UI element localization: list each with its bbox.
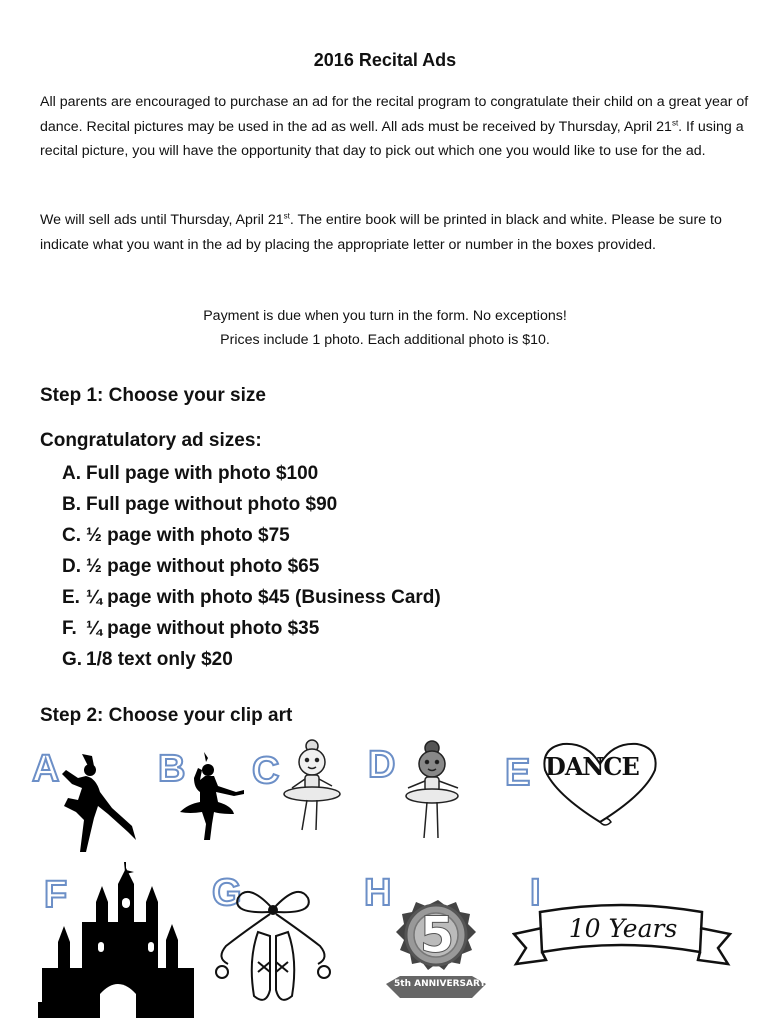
clipart-option-f [38, 862, 198, 1022]
clipart-letter-a: A [32, 748, 60, 790]
ad-size-option [62, 489, 441, 520]
clipart-letter-d: D [368, 744, 396, 786]
step1-heading: Step 1: Choose your size [40, 385, 266, 406]
clipart-letter-i: I [530, 872, 541, 914]
clipart-option-c [252, 738, 362, 838]
ad-size-letter: D. [62, 556, 81, 577]
intro-p1-text-cont: . If using a recital picture, you will have the opportunity that day to pick out which one you would like to use for the ad. [40, 118, 744, 159]
ad-size-option [62, 458, 441, 489]
cartoon-ballerina-dark-icon [368, 738, 478, 848]
ad-size-option [62, 582, 441, 613]
clipart-option-e [505, 734, 665, 829]
dance-art-text: DANCE [545, 752, 639, 781]
page-title: 2016 Recital Ads [313, 50, 457, 70]
seal-number: 5 [419, 906, 455, 964]
intro-p2-text: We will sell ads until Thursday, April 21 [40, 212, 284, 228]
ballet-slippers-bow-icon [208, 872, 338, 1007]
intro-paragraph-2 [40, 208, 756, 257]
clipart-letter-f: F [44, 874, 68, 916]
intro-p1-ordinal: st [671, 117, 679, 127]
prices-note: Prices include 1 photo. Each additional photo is $10. [220, 332, 550, 348]
clipart-letter-e: E [505, 752, 531, 794]
clipart-option-b [158, 748, 258, 848]
ad-size-text: ½ page with photo $75 [86, 525, 290, 546]
ad-size-letter: A. [62, 463, 81, 484]
ribbon-text: 10 Years [568, 914, 678, 943]
ad-sizes-heading: Congratulatory ad sizes: [40, 430, 262, 451]
cartoon-ballerina-light-icon [252, 738, 362, 838]
ad-size-text: Full page without photo $90 [86, 494, 338, 515]
intro-p2-text-cont: . The entire book will be printed in black and white. Please be sure to indicate what you want in the ad by placing the appropriate letter or number in the boxes provided. [40, 212, 722, 253]
ad-size-option [62, 520, 441, 551]
ballerina-pose-silhouette-icon [158, 748, 258, 848]
ad-size-text: ¼ page without photo $35 [86, 618, 320, 639]
clipart-letter-g: G [212, 872, 242, 914]
ad-size-text: ¼ page with photo $45 (Business Card) [86, 587, 441, 608]
ad-size-text: 1/8 text only $20 [86, 649, 233, 670]
ad-size-text: Full page with photo $100 [86, 463, 319, 484]
ad-size-option [62, 644, 441, 675]
clipart-option-g [208, 872, 338, 1007]
ad-size-letter: F. [62, 618, 77, 639]
step2-heading: Step 2: Choose your clip art [40, 705, 293, 726]
clipart-letter-c: C [252, 750, 280, 792]
ad-size-list [62, 458, 441, 675]
castle-silhouette-icon [38, 862, 198, 1020]
ad-size-letter: B. [62, 494, 81, 515]
payment-note: Payment is due when you turn in the form. No exceptions! [203, 308, 567, 324]
ad-size-letter: G. [62, 649, 83, 670]
intro-paragraph-1 [40, 90, 756, 164]
dance-heart-icon [505, 734, 665, 829]
clipart-letter-b: B [158, 748, 186, 790]
clipart-option-h [360, 872, 510, 1007]
clipart-option-i [512, 872, 734, 982]
ad-size-option [62, 613, 441, 644]
ad-size-option [62, 551, 441, 582]
clipart-letter-h: H [364, 872, 392, 914]
ballerina-leap-silhouette-icon [32, 748, 142, 858]
ad-size-letter: E. [62, 587, 80, 608]
ad-size-text: ½ page without photo $65 [86, 556, 320, 577]
intro-p2-ordinal: st [283, 211, 290, 221]
clipart-option-d [368, 738, 478, 848]
clipart-option-a [32, 748, 142, 858]
ad-size-letter: C. [62, 525, 81, 546]
intro-p1-text: All parents are encouraged to purchase an ad for the recital program to congratulate their child on a great year of dance. Recital pictures may be used in the ad as well. All ads must be received by Thursday, April 21 [40, 94, 749, 135]
seal-banner-text: 5th ANNIVERSARY [394, 979, 486, 989]
